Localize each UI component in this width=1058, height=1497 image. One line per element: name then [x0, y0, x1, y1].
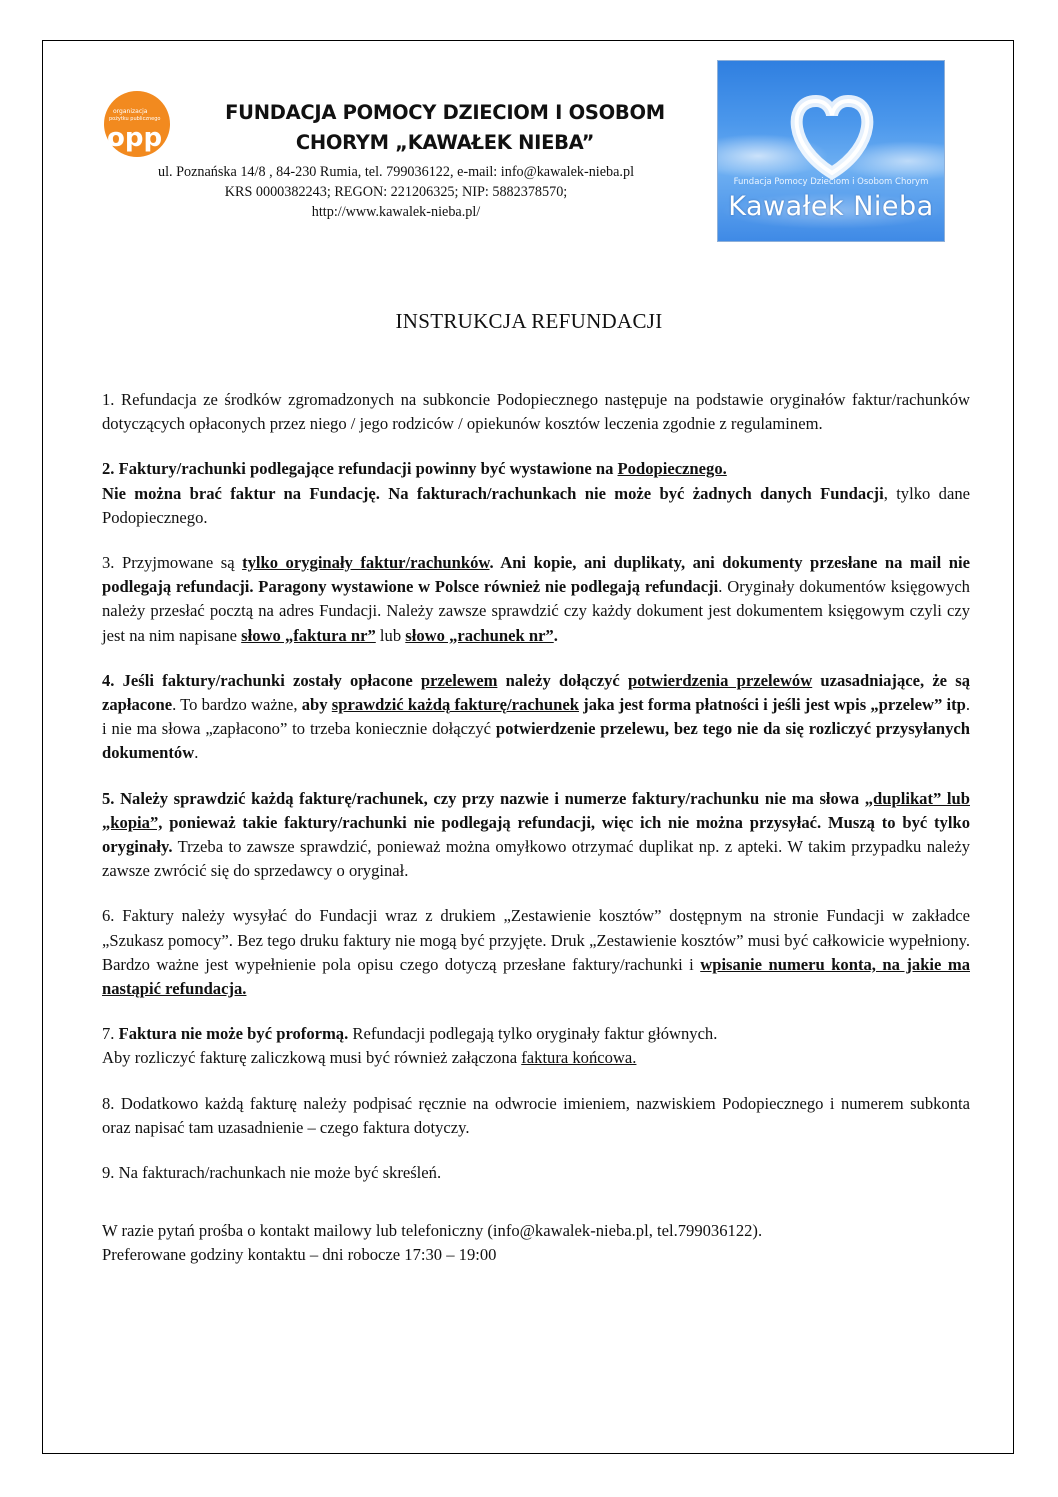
document-body [102, 388, 970, 1289]
paragraph-8: 8. Dodatkowo każdą fakturę należy podpisać ręcznie na odwrocie imieniem, nazwiskiem Podopiecznego i numerem subkonta oraz napisać tam uzasadnienie – czego faktura dotyczy. [102, 1093, 970, 1137]
svg-text:pożytku publicznego: pożytku publicznego [109, 116, 161, 122]
paragraph-7: 7. Faktura nie może być proformą. Refundacji podlegają tylko oryginały faktur głównych. Aby rozliczyć fakturę zaliczkową musi być również załączona faktura końcowa. [102, 1024, 718, 1068]
organization-name [200, 98, 690, 158]
paragraph-2: 2. Faktury/rachunki podlegające refundacji powinny być wystawione na Podopiecznego. Nie można brać faktur na Fundację. Na fakturach/rachunkach nie może być żadnych danych Fundacji, tylko dane Podopiecznego. [102, 459, 970, 527]
registry-line: KRS 0000382243; REGON: 221206325; NIP: 5882378570; [224, 184, 568, 200]
paragraph-6: 6. Faktury należy wysyłać do Fundacji wraz z drukiem „Zestawienie kosztów” dostępnym na stronie Fundacji w zakładce „Szukasz pomocy”. Bez tego druku faktury nie mogą być przyjęte. Druk „Zestawienie kosztów” musi być całkowicie wypełniony. Bardzo ważne jest wypełnienie pola opisu czego dotyczą przesłane faktury/rachunki i wpisanie numeru konta, na jakie ma nastąpić refundacja. [102, 906, 970, 999]
address-line: ul. Poznańska 14/8 , 84-230 Rumia, tel. 799036122, e-mail: info@kawalek-nieba.pl [157, 164, 635, 180]
contact-line1: W razie pytań prośba o kontakt mailowy lub telefoniczny (info@kawalek-nieba.pl, tel.799036122). [102, 1221, 763, 1241]
paragraph-3: 3. Przyjmowane są tylko oryginały faktur/rachunków. Ani kopie, ani duplikaty, ani dokumenty przesłane na mail nie podlegają refundacji. Paragony wystawione w Polsce również nie podlegają refundacji. Oryginały dokumentów księgowych należy przesłać pocztą na adres Fundacji. Należy zawsze sprawdzić czy każdy dokument jest dokumentem księgowym czyli czy jest na nim napisane słowo „faktura nr” lub słowo „rachunek nr”. [102, 553, 970, 645]
paragraph-1: 1. Refundacja ze środków zgromadzonych na subkoncie Podopiecznego następuje na podstawie oryginałów faktur/rachunków dotyczących opłaconych przez niego / jego rodziców / opiekunów kosztów leczenia zgodnie z regulaminem. [102, 390, 970, 434]
paragraph-4: 4. Jeśli faktury/rachunki zostały opłacone przelewem należy dołączyć potwierdzenia przelewów uzasadniające, że są zapłacone. To bardzo ważne, aby sprawdzić każdą fakturę/rachunek jaka jest forma płatności i jeśli jest wpis „przelew” itp. i nie ma słowa „zapłacono” to trzeba koniecznie dołączyć potwierdzenie przelewu, bez tego nie da się rozliczyć przysyłanych dokumentów. [102, 670, 970, 763]
opp-logo [103, 90, 171, 158]
org-name-line1: FUNDACJA POMOCY DZIECIOM I OSOBOM [225, 101, 665, 124]
document-title: INSTRUKCJA REFUNDACJI [395, 309, 663, 333]
contact-hours: Preferowane godziny kontaktu – dni robocze 17:30 – 19:00 [102, 1245, 497, 1265]
organization-contact-info [96, 162, 696, 222]
logo-subtitle: Fundacja Pomocy Dzieciom i Osobom Chorym [733, 177, 929, 187]
kawalek-nieba-logo [717, 60, 945, 242]
logo-name: Kawałek Nieba [728, 191, 934, 222]
paragraph-9: 9. Na fakturach/rachunkach nie może być skreśleń. [102, 1163, 442, 1183]
org-name-line2: CHORYM „KAWAŁEK NIEBA” [295, 131, 595, 154]
opp-logo-caption: organizacja [113, 108, 148, 115]
website-link[interactable]: http://www.kawalek-nieba.pl/ [311, 204, 481, 220]
opp-logo-text: opp [107, 123, 163, 153]
contact-note [102, 1219, 970, 1267]
paragraph-5: 5. Należy sprawdzić każdą fakturę/rachunek, czy przy nazwie i numerze faktury/rachunku nie ma słowa „duplikat” lub „kopia”, ponieważ takie faktury/rachunki nie podlegają refundacji, więc ich nie można przysyłać. Muszą to być tylko oryginały. Trzeba to zawsze sprawdzić, ponieważ można omyłkowo otrzymać duplikat np. z apteki. W takim przypadku należy zawsze zwrócić się do sprzedawcy o oryginał. [102, 788, 970, 881]
